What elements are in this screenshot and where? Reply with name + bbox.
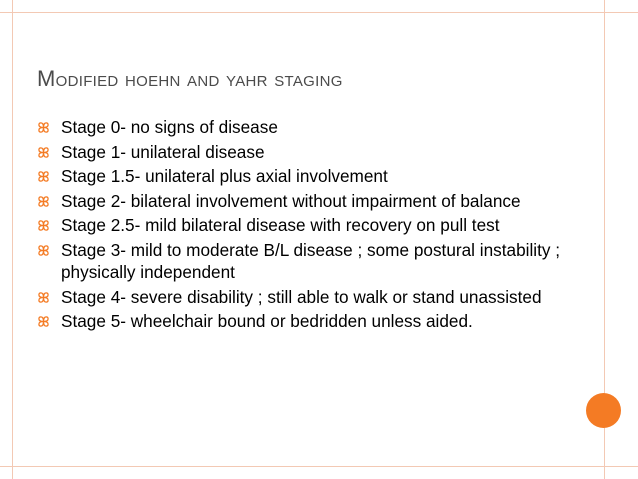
list-item xyxy=(37,310,577,333)
fleuron-bullet-icon xyxy=(38,171,49,182)
frame-line-bottom xyxy=(0,466,638,467)
frame-line-left xyxy=(12,0,13,479)
list-item-text: Stage 1- unilateral disease xyxy=(61,141,265,162)
list-item xyxy=(37,165,577,188)
accent-circle xyxy=(586,393,621,428)
fleuron-bullet-icon xyxy=(38,196,49,207)
list-item-text: Stage 1.5- unilateral plus axial involvement xyxy=(61,166,388,186)
list-item xyxy=(37,286,577,309)
fleuron-bullet-icon xyxy=(38,316,49,327)
slide-title: Modified hoehn and yahr staging xyxy=(37,66,343,91)
list-item-text: Stage 5- wheelchair bound or bedridden unless aided. xyxy=(61,311,473,331)
fleuron-bullet-icon xyxy=(38,245,49,256)
list-item-text: Stage 2.5- mild bilateral disease with recovery on pull test xyxy=(61,215,500,235)
list-item-text: Stage 2- bilateral involvement without impairment of balance xyxy=(61,190,521,211)
list-item-text: Stage 3- mild to moderate B/L disease ; some postural instability ; physically independent xyxy=(61,239,560,282)
list-item xyxy=(37,141,577,164)
list-item xyxy=(37,214,577,237)
list-item-text: Stage 4- severe disability ; still able to walk or stand unassisted xyxy=(61,286,542,307)
fleuron-bullet-icon xyxy=(38,220,49,231)
list-item xyxy=(37,116,577,139)
list-item xyxy=(37,239,577,284)
fleuron-bullet-icon xyxy=(38,122,49,133)
bullet-list xyxy=(37,116,577,335)
frame-line-top xyxy=(0,12,638,13)
list-item xyxy=(37,190,577,213)
fleuron-bullet-icon xyxy=(38,147,49,158)
fleuron-bullet-icon xyxy=(38,292,49,303)
list-item-text: Stage 0- no signs of disease xyxy=(61,117,278,137)
